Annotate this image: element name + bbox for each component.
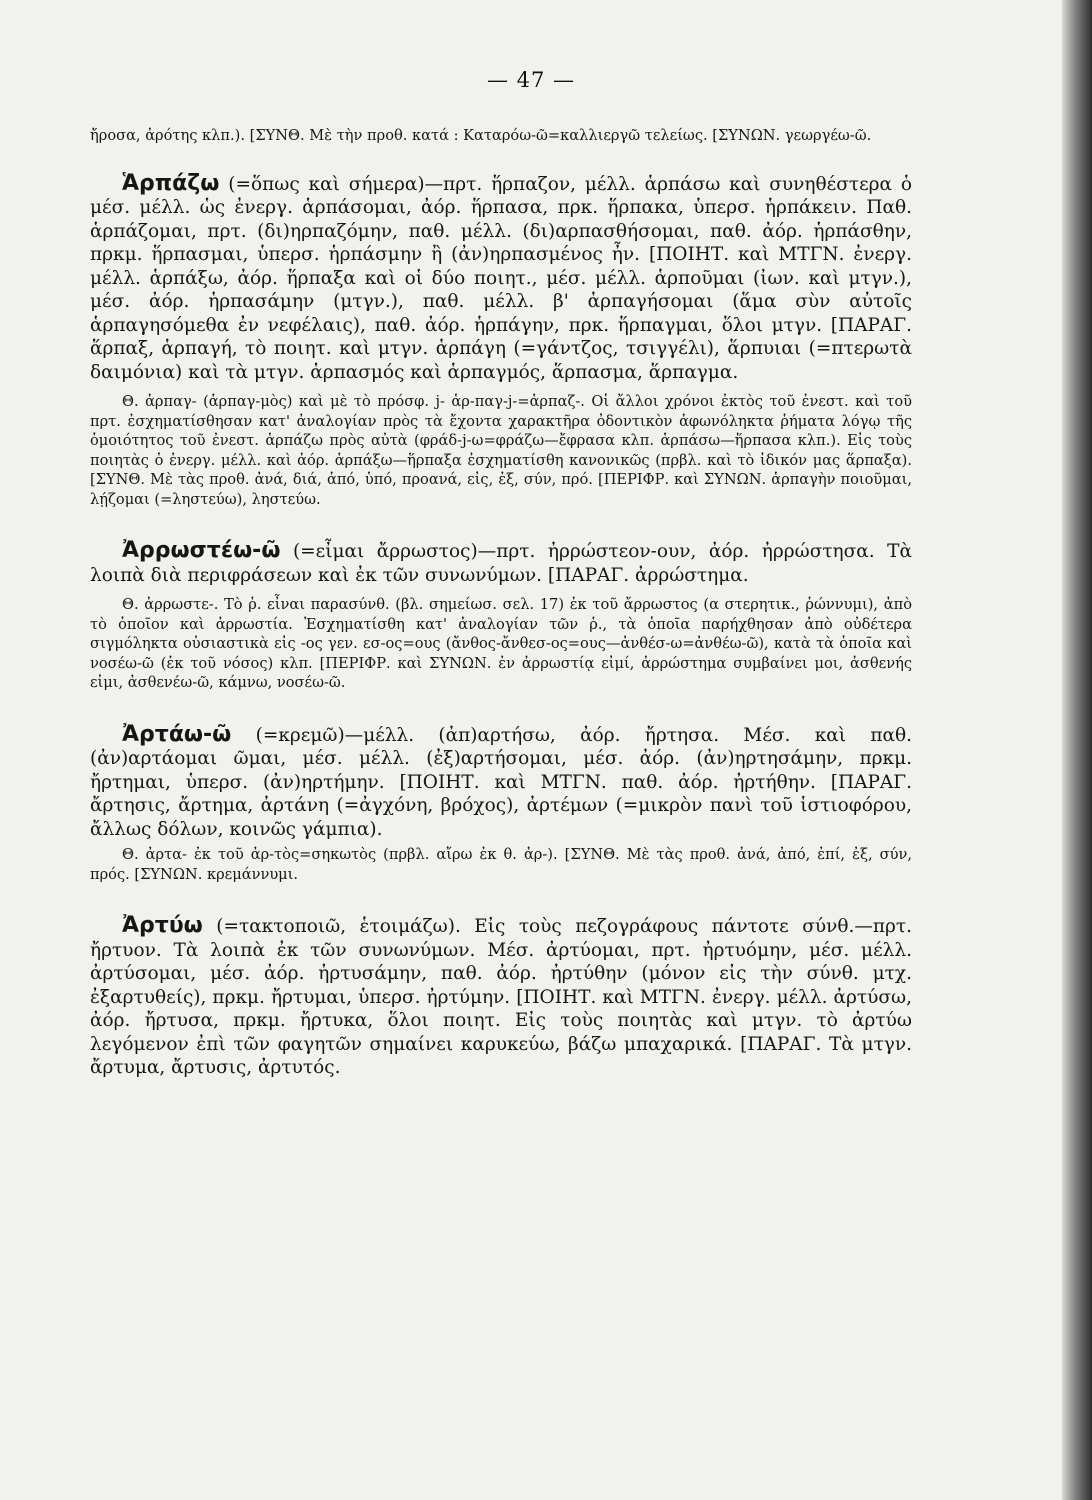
entry-main-text [90, 539, 912, 587]
entry-artyo [90, 914, 912, 1080]
entry-etymology-note: Θ. ἁρπαγ- (ἁρπαγ-μὸς) καὶ μὲ τὸ πρόσφ. j- ἁρ-παγ-j-=ἁρπαζ-. Οἱ ἄλλοι χρόνοι ἐκτὸς τοῦ ἐνεστ. καὶ τοῦ πρτ. ἐσχηματίσθησαν κατ' ἀναλογίαν πρὸς τὰ ἔχοντα χαρακτῆρα ὀδοντικὸν ἀφωνόληκτα ῥήματα λόγῳ τῆς ὁμοιότητος τοῦ ἐνεστ. ἁρπάζω πρὸς αὐτὰ (φράδ-j-ω=φράζω—ἔφρασα κλπ. ἁρπάσω—ἥρπασα κλπ.). Εἰς τοὺς ποιητὰς ὁ ἐνεργ. μέλλ. καὶ ἀόρ. ἁρπάξω—ἥρπαξα ἐσχηματίσθη κανονικῶς (πρβλ. καὶ τὸ ἰδικόν μας ἅρπαξα). [ΣΥΝΘ. Μὲ τὰς προθ. ἀνά, διά, ἀπό, ὑπό, προανά, εἰς, ἐξ, σύν, πρό. [ΠΕΡΙΦΡ. καὶ ΣΥΝΩΝ. ἁρπαγὴν ποιοῦμαι, λῄζομαι (=ληστεύω), ληστεύω. [90, 393, 912, 508]
entry-arrosteo [90, 539, 912, 693]
entry-definition: (=κρεμῶ)—μέλλ. (ἀπ)αρτήσω, ἀόρ. ἤρτησα. Μέσ. καὶ παθ. (ἀν)αρτάομαι ῶμαι, μέσ. μέλλ. (ἐξ)αρτήσομαι, μέσ. ἀόρ. (ἀν)ηρτησάμην, πρκμ. ἤρτημαι, ὑπερσ. (ἀν)ηρτήμην. [ΠΟΙΗΤ. καὶ ΜΤΓΝ. παθ. ἀόρ. ἠρτήθην. [ΠΑΡΑΓ. ἄρτησις, ἄρτημα, ἀρτάνη (=ἀγχόνη, βρόχος), ἀρτέμων (=μικρὸν πανὶ τοῦ ἱστιοφόρου, ἄλλως δόλων, κοινῶς γάμπια). [90, 724, 912, 840]
entry-lemma: Ἀρτύω [122, 913, 203, 938]
entry-definition: (=εἶμαι ἄρρωστος)—πρτ. ἠρρώστεον-ουν, ἀόρ. ἠρρώστησα. Τὰ λοιπὰ διὰ περιφράσεων καὶ ἐκ τῶν συνωνύμων. [ΠΑΡΑΓ. ἀρρώστημα. [90, 541, 912, 586]
page-body [90, 126, 912, 1110]
entry-main-text [90, 914, 912, 1080]
continuation-paragraph: ἤροσα, ἀρότης κλπ.). [ΣΥΝΘ. Μὲ τὴν προθ. κατά : Καταρόω-ῶ=καλλιεργῶ τελείως. [ΣΥΝΩΝ. γεωργέω-ῶ. [90, 127, 872, 144]
entry-harpazo [90, 172, 912, 510]
page-edge-shadow [1062, 0, 1092, 1500]
entry-lemma: Ἀρτάω-ῶ [122, 721, 232, 747]
entry-lemma: Ἁρπάζω [122, 170, 220, 196]
entry-etymology-note: Θ. ἀρρωστε-. Τὸ ῥ. εἶναι παρασύνθ. (βλ. σημείωσ. σελ. 17) ἐκ τοῦ ἄρρωστος (α στερητικ., ῥώννυμι), ἀπὸ τὸ ὁποῖον καὶ ἀρρωστία. Ἐσχηματίσθη κατ' ἀναλογίαν τῶν ῥ., τὰ ὁποῖα παρήχθησαν ἀπὸ οὐδέτερα σιγμόληκτα οὐσιαστικὰ εἰς -ος γεν. εσ-ος=ους (ἄνθος-ἄνθεσ-ος=ους—ἀνθέσ-ω=ἀνθέω-ῶ), κατὰ τὰ ὁποῖα καὶ νοσέω-ῶ (ἐκ τοῦ νόσος) κλπ. [ΠΕΡΙΦΡ. καὶ ΣΥΝΩΝ. ἐν ἀρρωστίᾳ εἰμί, ἀρρώστημα συμβαίνει μοι, ἀσθενής εἰμι, ἀσθενέω-ῶ, κάμνω, νοσέω-ῶ. [90, 596, 912, 691]
entry-main-text [90, 723, 912, 842]
entry-artao [90, 723, 912, 885]
entry-definition: (=τακτοποιῶ, ἑτοιμάζω). Εἰς τοὺς πεζογράφους πάντοτε σύνθ.—πρτ. ἤρτυον. Τὰ λοιπὰ ἐκ τῶν συνωνύμων. Μέσ. ἀρτύομαι, πρτ. ἠρτυόμην, μέσ. μέλλ. ἀρτύσομαι, μέσ. ἀόρ. ἠρτυσάμην, παθ. ἀόρ. ἠρτύθην (μόνον εἰς τὴν σύνθ. μτχ. ἐξαρτυθείς), πρκμ. ἤρτυμαι, ὑπερσ. ἠρτύμην. [ΠΟΙΗΤ. καὶ ΜΤΓΝ. ἐνεργ. μέλλ. ἀρτύσω, ἀόρ. ἤρτυσα, πρκμ. ἤρτυκα, ὅλοι ποιητ. Εἰς τοὺς ποιητὰς καὶ μτγν. τὸ ἀρτύω λεγόμενον ἐπὶ τῶν φαγητῶν σημαίνει καρυκεύω, βάζω μπαχαρικά. [ΠΑΡΑΓ. Τὰ μτγν. ἄρτυμα, ἄρτυσις, ἀρτυτός. [90, 916, 912, 1078]
entry-main-text [90, 172, 912, 385]
entry-etymology-note: Θ. ἀρτα- ἐκ τοῦ ἀρ-τὸς=σηκωτὸς (πρβλ. αἴρω ἐκ θ. ἀρ-). [ΣΥΝΘ. Μὲ τὰς προθ. ἀνά, ἀπό, ἐπί, ἐξ, σύν, πρός. [ΣΥΝΩΝ. κρεμάννυμι. [90, 846, 912, 883]
entry-definition: (=ὅπως καὶ σήμερα)—πρτ. ἥρπαζον, μέλλ. ἁρπάσω καὶ συνηθέστερα ὁ μέσ. μέλλ. ὡς ἐνεργ. ἁρπάσομαι, ἀόρ. ἥρπασα, πρκ. ἥρπακα, ὑπερσ. ἡρπάκειν. Παθ. ἁρπάζομαι, πρτ. (δι)ηρπαζόμην, παθ. μέλλ. (δι)αρπασθήσομαι, παθ. ἀόρ. ἡρπάσθην, πρκμ. ἥρπασμαι, ὑπερσ. ἡρπάσμην ἢ (ἀν)ηρπασμένος ἦν. [ΠΟΙΗΤ. καὶ ΜΤΓΝ. ἐνεργ. μέλλ. ἁρπάξω, ἀόρ. ἥρπαξα καὶ οἱ δύο ποιητ., μέσ. μέλλ. ἁρποῦμαι (ἰων. καὶ μτγν.), μέσ. ἀόρ. ἡρπασάμην (μτγν.), παθ. μέλλ. β' ἁρπαγήσομαι (ἅμα σὺν αὐτοῖς ἁρπαγησόμεθα ἐν νεφέλαις), παθ. ἀόρ. ἡρπάγην, πρκ. ἥρπαγμαι, ὅλοι μτγν. [ΠΑΡΑΓ. ἅρπαξ, ἁρπαγή, τὸ ποιητ. καὶ μτγν. ἁρπάγη (=γάντζος, τσιγγέλι), ἅρπυιαι (=πτερωτὰ δαιμόνια) καὶ τὰ μτγν. ἁρπασμός καὶ ἁρπαγμός, ἅρπασμα, ἅρπαγμα. [90, 173, 913, 383]
entry-lemma: Ἀρρωστέω-ῶ [122, 538, 281, 563]
page-number: — 47 — [486, 68, 576, 92]
